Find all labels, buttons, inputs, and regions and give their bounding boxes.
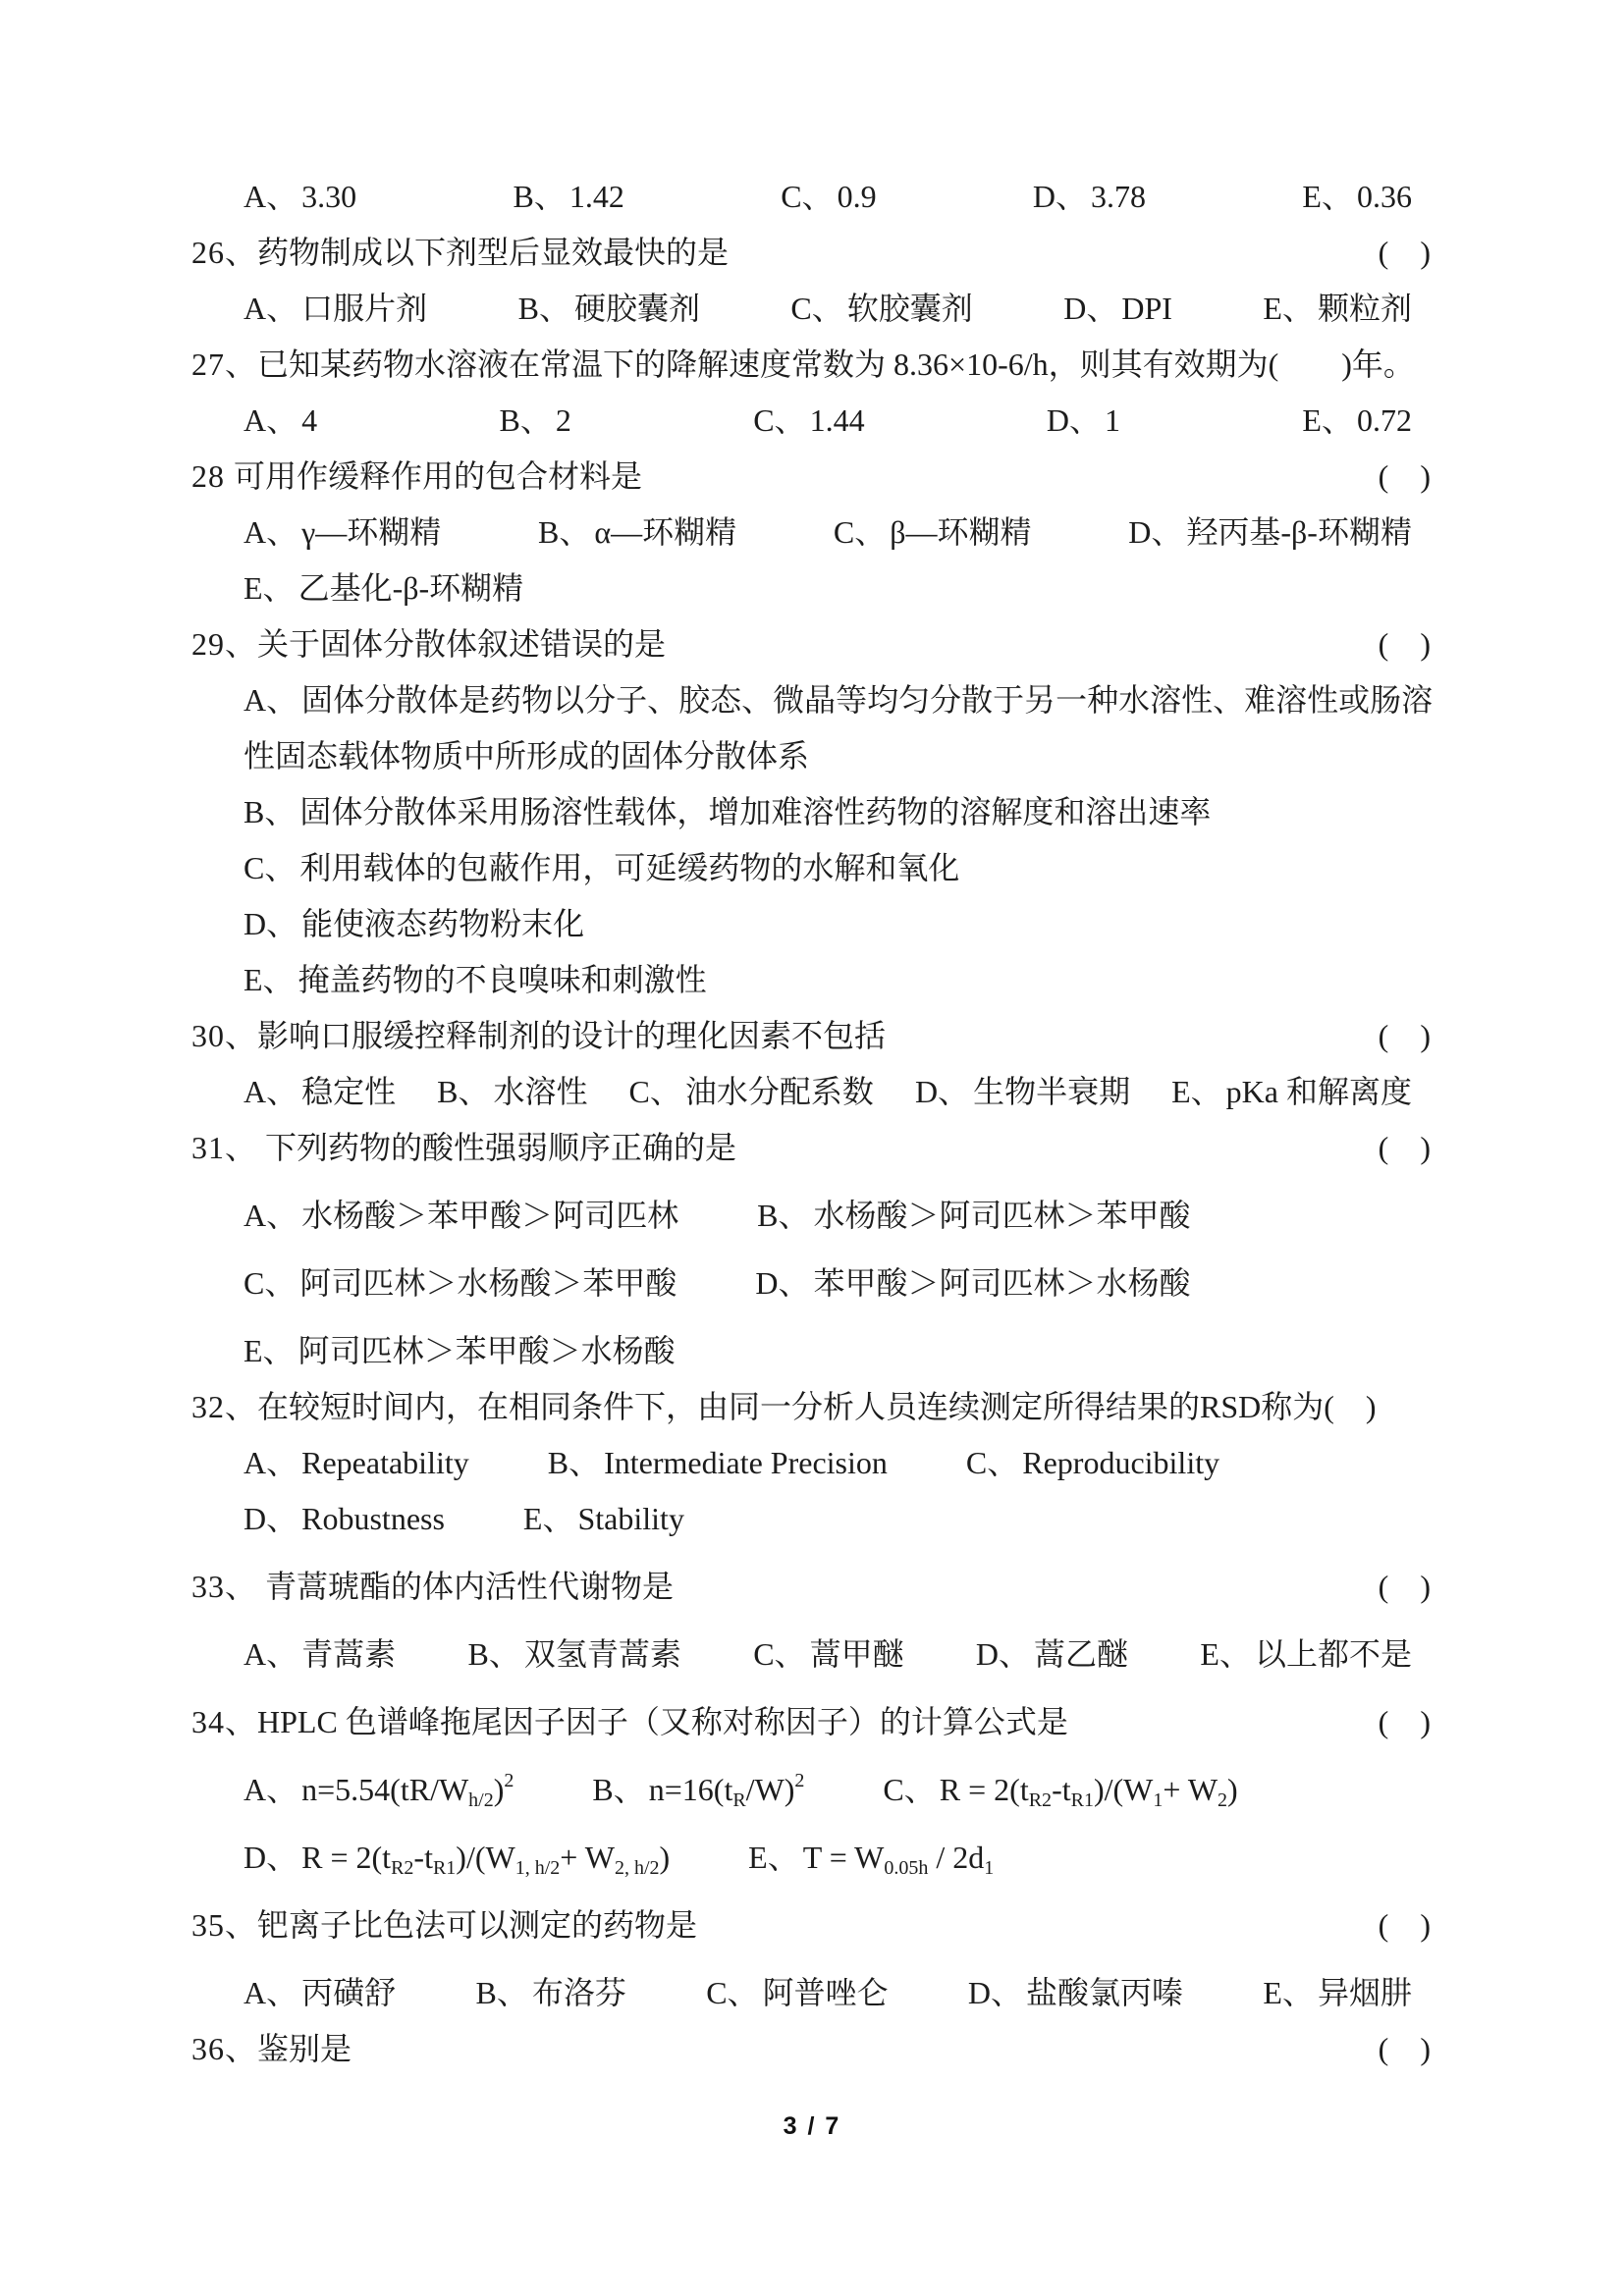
option-item: [244, 1627, 396, 1682]
option-item: [753, 393, 864, 449]
option-item: [244, 570, 523, 606]
option-row: [0, 1965, 1624, 2021]
option-row: [0, 1255, 1624, 1311]
page-number: 3 / 7: [783, 2112, 841, 2140]
question-text: 钯离子比色法可以测定的药物是: [257, 1907, 698, 1943]
option-item: [781, 169, 876, 225]
option-text: Stability: [577, 1501, 684, 1536]
option-text: 1.42: [568, 179, 624, 214]
option-item: [244, 1333, 676, 1368]
option-label: A、: [244, 179, 298, 214]
option-text: 以上都不是: [1254, 1636, 1412, 1672]
option-item: [834, 505, 1032, 561]
question-text: 影响口服缓控释制剂的设计的理化因素不包括: [257, 1018, 887, 1053]
option-text: 油水分配系数: [684, 1074, 874, 1109]
option-row: [0, 896, 1624, 952]
option-row: [0, 1762, 1624, 1818]
option-text: 4: [301, 402, 318, 438]
option-text: 3.30: [301, 179, 357, 214]
option-label: C、: [965, 1445, 1019, 1480]
option-item: [968, 1965, 1183, 2021]
option-item: [244, 850, 959, 885]
option-row: [0, 1627, 1624, 1682]
option-text: γ—环糊精: [301, 514, 442, 550]
question-line: [0, 1379, 1624, 1435]
option-label: A、: [244, 1074, 298, 1109]
option-text: 水溶性: [493, 1074, 588, 1109]
option-text: 利用载体的包蔽作用，可延缓药物的水解和氧化: [299, 850, 960, 885]
question-text: 可用作缓释作用的包合材料是: [234, 458, 643, 494]
option-label: D、: [244, 1501, 298, 1536]
option-item: [976, 1627, 1128, 1682]
option-label: D、: [1063, 291, 1118, 326]
option-text: Reproducibility: [1022, 1445, 1220, 1480]
option-label: A、: [244, 402, 298, 438]
option-label: C、: [790, 291, 843, 326]
option-item: [883, 1762, 1237, 1818]
question-number: 29、: [191, 626, 258, 662]
option-label: C、: [706, 1975, 759, 2010]
option-label: B、: [499, 402, 552, 438]
option-item: [1047, 393, 1120, 449]
option-label: E、: [522, 1501, 574, 1536]
option-label: B、: [475, 1975, 528, 2010]
option-label: C、: [753, 1636, 806, 1672]
option-label: E、: [1200, 1636, 1251, 1672]
option-item: [244, 393, 317, 449]
option-row: [0, 1830, 1624, 1886]
option-item: [1302, 393, 1412, 449]
option-item: [244, 169, 356, 225]
question-line: [0, 2021, 1624, 2077]
option-label: B、: [757, 1198, 810, 1233]
option-label: E、: [1302, 402, 1353, 438]
question-line: [0, 1008, 1624, 1064]
option-row: [0, 281, 1624, 337]
option-item: [244, 962, 707, 997]
option-text: pKa 和解离度: [1225, 1074, 1412, 1109]
option-item: [244, 1830, 670, 1886]
option-row: [0, 840, 1624, 896]
option-row: [0, 561, 1624, 616]
option-label: B、: [592, 1772, 645, 1807]
option-text: 稳定性: [301, 1074, 397, 1109]
option-text: 蒿甲醚: [809, 1636, 904, 1672]
option-text: 生物半衰期: [973, 1074, 1131, 1109]
option-text: 颗粒剂: [1317, 291, 1412, 326]
option-label: B、: [547, 1445, 601, 1480]
option-label: D、: [1032, 179, 1088, 214]
option-text: 盐酸氯丙嗪: [1026, 1975, 1184, 2010]
option-item: [790, 281, 972, 337]
question-number: 33、: [191, 1569, 258, 1604]
option-text: 固体分散体是药物以分子、胶态、微晶等均匀分散于另一种水溶性、难溶性或肠溶性固态载体物质中所形成的固体分散体系: [244, 682, 1434, 774]
option-label: C、: [833, 514, 887, 550]
option-item: [966, 1435, 1219, 1491]
option-row: [0, 393, 1624, 449]
question-line: [0, 1897, 1624, 1953]
option-item: [244, 794, 1211, 829]
option-text: 阿司匹林＞水杨酸＞苯甲酸: [299, 1265, 677, 1301]
option-label: C、: [244, 850, 297, 885]
option-row: [0, 784, 1624, 840]
option-text: 双氢青蒿素: [523, 1636, 681, 1672]
question-number: 32、: [191, 1389, 258, 1424]
option-label: E、: [1302, 179, 1353, 214]
option-item: [1063, 281, 1172, 337]
question-line: [0, 449, 1624, 505]
option-text: 阿普唑仑: [762, 1975, 889, 2010]
question-line: [0, 337, 1624, 393]
answer-bracket: ( ): [1378, 235, 1431, 270]
option-label: A、: [244, 1636, 298, 1672]
option-label: E、: [1263, 291, 1314, 326]
option-label: B、: [467, 1636, 520, 1672]
option-item: [244, 1762, 514, 1818]
option-item: [1200, 1627, 1412, 1682]
answer-bracket: ( ): [1378, 2031, 1431, 2066]
option-label: B、: [513, 179, 566, 214]
answer-bracket: ( ): [1378, 1018, 1431, 1053]
option-row: [0, 505, 1624, 561]
option-text: Intermediate Precision: [604, 1445, 888, 1480]
option-item: [499, 393, 570, 449]
option-label: D、: [1046, 402, 1102, 438]
option-row: [0, 1491, 1624, 1547]
option-label: D、: [1128, 514, 1183, 550]
option-item: [1263, 1965, 1412, 2021]
question-text: 下列药物的酸性强弱顺序正确的是: [257, 1130, 737, 1165]
option-text: 乙基化-β-环糊精: [298, 570, 524, 606]
option-text: 苯甲酸＞阿司匹林＞水杨酸: [813, 1265, 1191, 1301]
answer-bracket: ( ): [1378, 458, 1431, 494]
option-label: A、: [244, 1198, 298, 1233]
option-item: [467, 1627, 680, 1682]
option-label: B、: [244, 794, 297, 829]
option-label: E、: [244, 962, 295, 997]
option-text: 蒿乙醚: [1034, 1636, 1129, 1672]
option-item: [629, 1064, 874, 1120]
option-item: [755, 1255, 1190, 1311]
option-item: [1263, 281, 1412, 337]
option-text: 软胶囊剂: [846, 291, 973, 326]
option-row: [0, 1188, 1624, 1244]
option-text: 0.36: [1356, 179, 1412, 214]
question-text: 药物制成以下剂型后显效最快的是: [257, 235, 730, 270]
question-number: 27、: [191, 347, 258, 382]
option-text: 羟丙基-β-环糊精: [1186, 514, 1412, 550]
option-row: [0, 1435, 1624, 1491]
option-item: [548, 1435, 888, 1491]
option-text: 硬胶囊剂: [573, 291, 700, 326]
option-item: [706, 1965, 888, 2021]
option-label: D、: [967, 1975, 1023, 2010]
option-text: $n=16(t_R/W)^2$: [648, 1770, 805, 1811]
option-label: E、: [1171, 1074, 1222, 1109]
question-line: [0, 616, 1624, 672]
option-text: 能使液态药物粉末化: [301, 906, 585, 941]
option-item: [244, 906, 584, 941]
option-item: [538, 505, 736, 561]
option-row: [0, 672, 1624, 784]
option-item: [1128, 505, 1412, 561]
option-item: [244, 682, 1433, 774]
option-label: B、: [437, 1074, 490, 1109]
option-text: 丙磺舒: [301, 1975, 397, 2010]
option-text: 水杨酸＞苯甲酸＞阿司匹林: [301, 1198, 679, 1233]
option-row: [0, 952, 1624, 1008]
option-label: C、: [244, 1265, 297, 1301]
question-number: 28: [191, 458, 234, 494]
option-label: A、: [244, 1772, 298, 1807]
option-label: D、: [244, 906, 298, 941]
option-text: $R = 2(t_{R2}-t_{R1})/(W_1+ W_2)$: [939, 1772, 1238, 1811]
option-text: 1: [1105, 402, 1121, 438]
option-text: 异烟肼: [1317, 1975, 1412, 2010]
answer-bracket: ( ): [1378, 1704, 1431, 1739]
question-number: 36、: [191, 2031, 258, 2066]
option-item: [1302, 169, 1412, 225]
question-text: 在较短时间内，在相同条件下，由同一分析人员连续测定所得结果的RSD称为( ): [257, 1389, 1377, 1424]
option-item: [244, 505, 441, 561]
option-row: [0, 1064, 1624, 1120]
option-text: 口服片剂: [301, 291, 428, 326]
answer-bracket: ( ): [1378, 1130, 1431, 1165]
question-line: [0, 1694, 1624, 1750]
option-label: A、: [244, 1975, 298, 2010]
option-text: α—环糊精: [594, 514, 737, 550]
option-label: E、: [244, 570, 295, 606]
option-text: $n=5.54(tR/W_{h/2})^2$: [301, 1770, 514, 1811]
option-text: 3.78: [1091, 179, 1147, 214]
option-item: [244, 1188, 678, 1244]
option-text: 0.72: [1356, 402, 1412, 438]
question-line: [0, 1559, 1624, 1615]
option-text: 阿司匹林＞苯甲酸＞水杨酸: [298, 1333, 676, 1368]
question-line: [0, 225, 1624, 281]
question-text: 关于固体分散体叙述错误的是: [257, 626, 667, 662]
question-text: 已知某药物水溶液在常温下的降解速度常数为 8.36×10-6/h，则其有效期为( )年。: [257, 347, 1415, 382]
option-item: [244, 1435, 469, 1491]
option-text: 固体分散体采用肠溶性载体，增加难溶性药物的溶解度和溶出速率: [299, 794, 1212, 829]
option-text: DPI: [1121, 291, 1172, 326]
option-label: E、: [244, 1333, 295, 1368]
question-line: [0, 1120, 1624, 1176]
option-label: A、: [244, 682, 298, 718]
option-text: 0.9: [837, 179, 877, 214]
question-number: 31、: [191, 1130, 258, 1165]
option-label: D、: [914, 1074, 970, 1109]
option-label: C、: [753, 402, 806, 438]
option-row: [0, 169, 1624, 225]
question-text: HPLC 色谱峰拖尾因子因子（又称对称因子）的计算公式是: [257, 1704, 1068, 1739]
answer-bracket: ( ): [1378, 1907, 1431, 1943]
option-text: $R = 2(t_{R2}-t_{R1})/(W_{1, h/2}+ W_{2, h/2})$: [301, 1840, 671, 1879]
option-item: [244, 1491, 445, 1547]
question-number: 34、: [191, 1704, 258, 1739]
option-label: C、: [781, 179, 834, 214]
option-item: [748, 1830, 994, 1886]
option-item: [244, 1255, 677, 1311]
option-label: D、: [244, 1840, 298, 1875]
option-text: 掩盖药物的不良嗅味和刺激性: [298, 962, 707, 997]
option-item: [592, 1762, 804, 1818]
option-text: $T = W_{0.05h} / 2d_1$: [802, 1840, 995, 1879]
option-text: 水杨酸＞阿司匹林＞苯甲酸: [813, 1198, 1191, 1233]
option-text: Repeatability: [301, 1445, 469, 1480]
option-label: D、: [755, 1265, 810, 1301]
option-text: Robustness: [301, 1501, 445, 1536]
option-item: [244, 281, 427, 337]
option-label: B、: [517, 291, 570, 326]
answer-bracket: ( ): [1378, 1569, 1431, 1604]
option-item: [244, 1064, 396, 1120]
option-text: 2: [555, 402, 571, 438]
question-text: 青蒿琥酯的体内活性代谢物是: [257, 1569, 675, 1604]
option-text: 布洛芬: [531, 1975, 626, 2010]
option-label: C、: [628, 1074, 681, 1109]
option-label: A、: [244, 291, 298, 326]
option-item: [753, 1627, 903, 1682]
option-item: [1033, 169, 1146, 225]
option-label: D、: [975, 1636, 1031, 1672]
option-label: A、: [244, 514, 298, 550]
question-text: 鉴别是: [257, 2031, 352, 2066]
option-item: [518, 281, 700, 337]
question-number: 35、: [191, 1907, 258, 1943]
option-item: [437, 1064, 587, 1120]
option-item: [757, 1188, 1190, 1244]
question-number: 30、: [191, 1018, 258, 1053]
option-text: 1.44: [809, 402, 865, 438]
option-label: E、: [748, 1840, 799, 1875]
question-number: 26、: [191, 235, 258, 270]
option-item: [915, 1064, 1130, 1120]
option-label: C、: [883, 1772, 936, 1807]
option-row: [0, 1323, 1624, 1379]
option-text: 青蒿素: [301, 1636, 397, 1672]
answer-bracket: ( ): [1378, 626, 1431, 662]
option-item: [244, 1965, 396, 2021]
option-item: [523, 1491, 684, 1547]
option-label: A、: [244, 1445, 298, 1480]
option-item: [475, 1965, 625, 2021]
option-label: E、: [1263, 1975, 1314, 2010]
option-label: B、: [538, 514, 591, 550]
option-item: [513, 169, 623, 225]
option-text: β—环糊精: [890, 514, 1032, 550]
option-item: [1171, 1064, 1412, 1120]
